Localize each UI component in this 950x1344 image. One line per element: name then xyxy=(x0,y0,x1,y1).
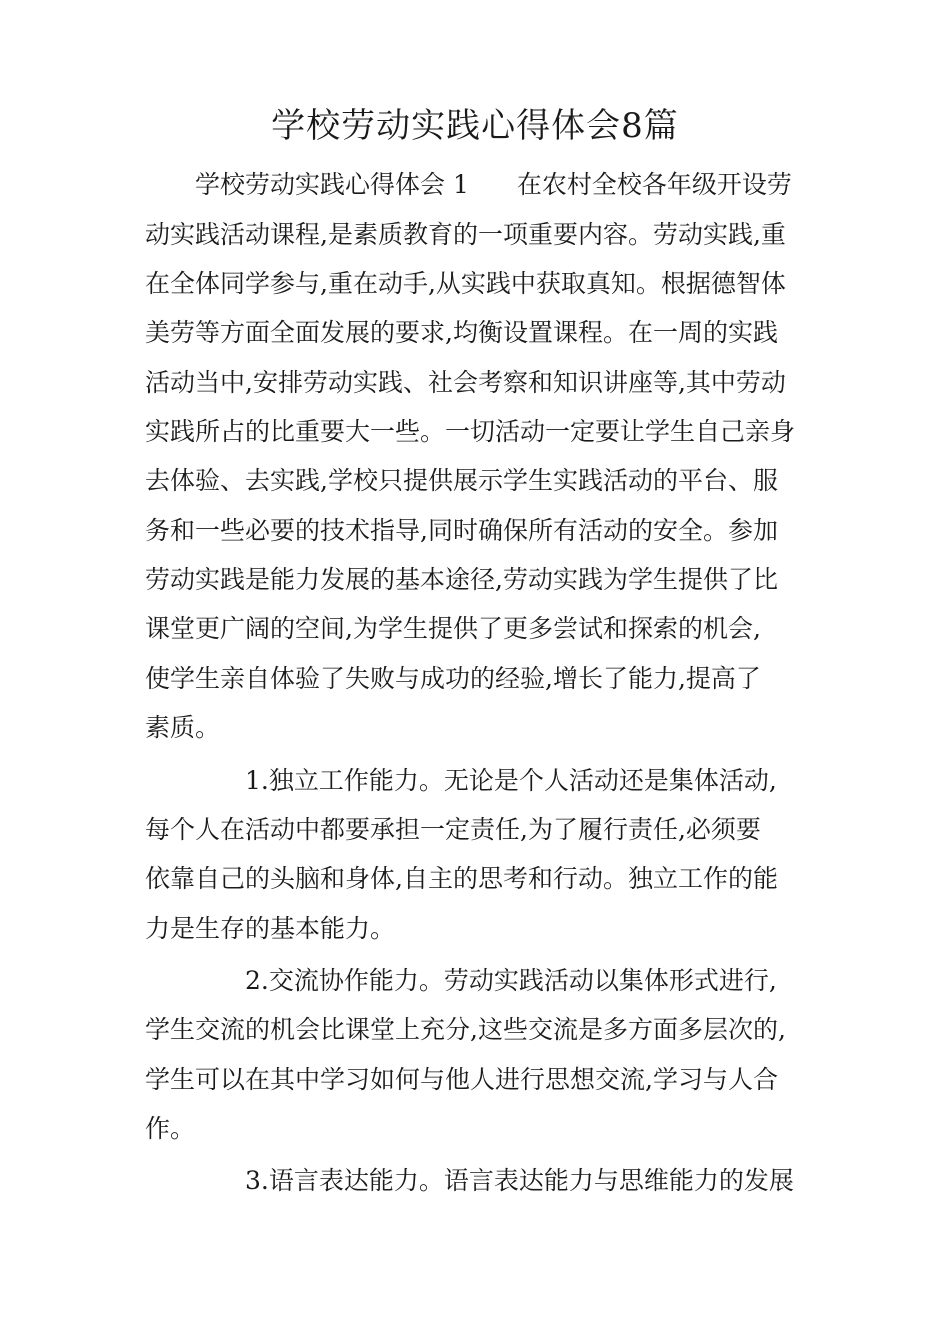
body-line: 依靠自己的头脑和身体,自主的思考和行动。独立工作的能 xyxy=(145,864,778,893)
body-line: 学生交流的机会比课堂上充分,这些交流是多方面多层次的, xyxy=(145,1015,786,1044)
list-item-1-first-line: 1.独立工作能力。无论是个人活动还是集体活动, xyxy=(245,766,777,795)
body-line: 使学生亲自体验了失败与成功的经验,增长了能力,提高了 xyxy=(145,664,761,693)
body-line: 实践所占的比重要大一些。一切活动一定要让学生自己亲身 xyxy=(145,417,796,446)
body-line: 务和一些必要的技术指导,同时确保所有活动的安全。参加 xyxy=(145,516,778,545)
paragraph-1-first-line xyxy=(195,168,875,202)
body-line: 活动当中,安排劳动实践、社会考察和知识讲座等,其中劳动 xyxy=(145,368,786,397)
body-line: 课堂更广阔的空间,为学生提供了更多尝试和探索的机会, xyxy=(145,614,761,643)
section-heading: 学校劳动实践心得体会 1 xyxy=(195,170,469,199)
body-line: 美劳等方面全面发展的要求,均衡设置课程。在一周的实践 xyxy=(145,318,778,347)
body-line: 去体验、去实践,学校只提供展示学生实践活动的平台、服 xyxy=(145,466,778,495)
body-line: 素质。 xyxy=(145,713,221,742)
body-line: 学生可以在其中学习如何与他人进行思想交流,学习与人合 xyxy=(145,1065,778,1094)
body-line: 力是生存的基本能力。 xyxy=(145,914,396,943)
body-line: 劳动实践是能力发展的基本途径,劳动实践为学生提供了比 xyxy=(145,565,778,594)
document-title: 学校劳动实践心得体会8篇 xyxy=(271,106,679,146)
list-item-3-first-line: 3.语言表达能力。语言表达能力与思维能力的发展 xyxy=(245,1166,794,1195)
body-line: 在农村全校各年级开设劳 xyxy=(516,170,792,199)
body-line: 在全体同学参与,重在动手,从实践中获取真知。根据德智体 xyxy=(145,269,786,298)
body-line: 每个人在活动中都要承担一定责任,为了履行责任,必须要 xyxy=(145,815,761,844)
body-line: 作。 xyxy=(145,1114,196,1143)
body-line: 动实践活动课程,是素质教育的一项重要内容。劳动实践,重 xyxy=(145,220,786,249)
list-item-2-first-line: 2.交流协作能力。劳动实践活动以集体形式进行, xyxy=(245,966,777,995)
